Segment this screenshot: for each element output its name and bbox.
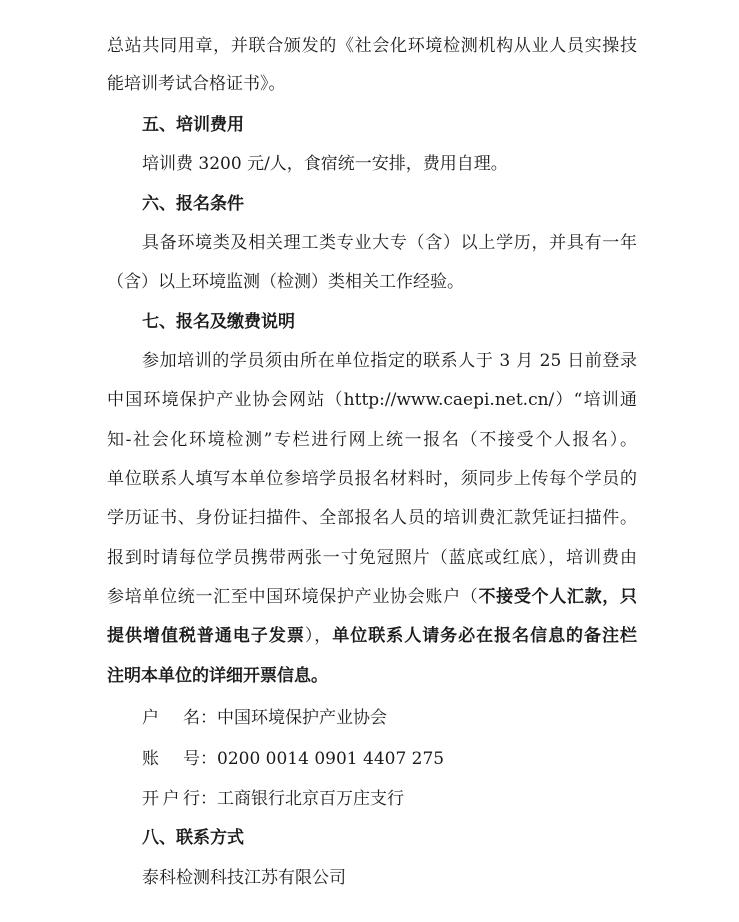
account-number-value: ：0200 0014 0901 4407 275 (200, 749, 445, 769)
paragraph-line: 中国环境保护产业协会网站（http://www.caepi.net.cn/）“培训通 (107, 390, 637, 410)
paragraph-line: 能培训考试合格证书》。 (107, 74, 286, 94)
text-bold: 不接受个人汇款，只 (478, 587, 638, 607)
account-name-value: ：中国环境保护产业协会 (200, 708, 387, 728)
account-number-label: 账号 (142, 749, 200, 769)
account-name-row (142, 706, 387, 730)
text-normal: 参培单位统一汇至中国环境保护产业协会账户（ (107, 587, 479, 607)
paragraph-line: 参加培训的学员须由所在单位指定的联系人于 3 月 25 日前登录 (142, 351, 637, 371)
account-bank-row (142, 787, 404, 811)
section-heading-fees: 五、培训费用 (142, 115, 244, 135)
section-heading-requirements: 六、报名条件 (142, 194, 244, 214)
paragraph-line: （含）以上环境监测（检测）类相关工作经验。 (107, 272, 464, 292)
section-heading-registration: 七、报名及缴费说明 (142, 312, 295, 332)
text-bold: 提供增值税普通电子发票 (107, 626, 305, 646)
account-number-row (142, 747, 444, 771)
paragraph-line: 总站共同用章，并联合颁发的《社会化环境检测机构从业人员实操技 (107, 36, 637, 56)
company-name: 泰科检测科技江苏有限公司 (142, 868, 346, 888)
account-bank-value: ：工商银行北京百万庄支行 (200, 789, 404, 809)
paragraph-line: 具备环境类及相关理工类专业大专（含）以上学历，并具有一年 (142, 233, 637, 253)
paragraph-line: 单位联系人填写本单位参培学员报名材料时，须同步上传每个学员的 (107, 469, 637, 489)
paragraph-line (107, 585, 637, 609)
paragraph-line: 培训费 3200 元/人，食宿统一安排，费用自理。 (142, 154, 508, 174)
paragraph-line: 注明本单位的详细开票信息。 (107, 666, 328, 686)
text-normal: ）， (304, 626, 333, 646)
section-heading-contact: 八、联系方式 (142, 828, 244, 848)
paragraph-line (107, 624, 637, 648)
text-bold: 单位联系人请务必在报名信息的备注栏 (332, 626, 638, 646)
account-name-label: 户名 (142, 708, 200, 728)
paragraph-line: 学历证书、身份证扫描件、全部报名人员的培训费汇款凭证扫描件。 (107, 508, 637, 528)
paragraph-line: 报到时请每位学员携带两张一寸免冠照片（蓝底或红底），培训费由 (107, 548, 637, 568)
paragraph-line: 知-社会化环境检测”专栏进行网上统一报名（不接受个人报名）。 (107, 430, 637, 450)
account-bank-label: 开户行 (142, 789, 200, 809)
